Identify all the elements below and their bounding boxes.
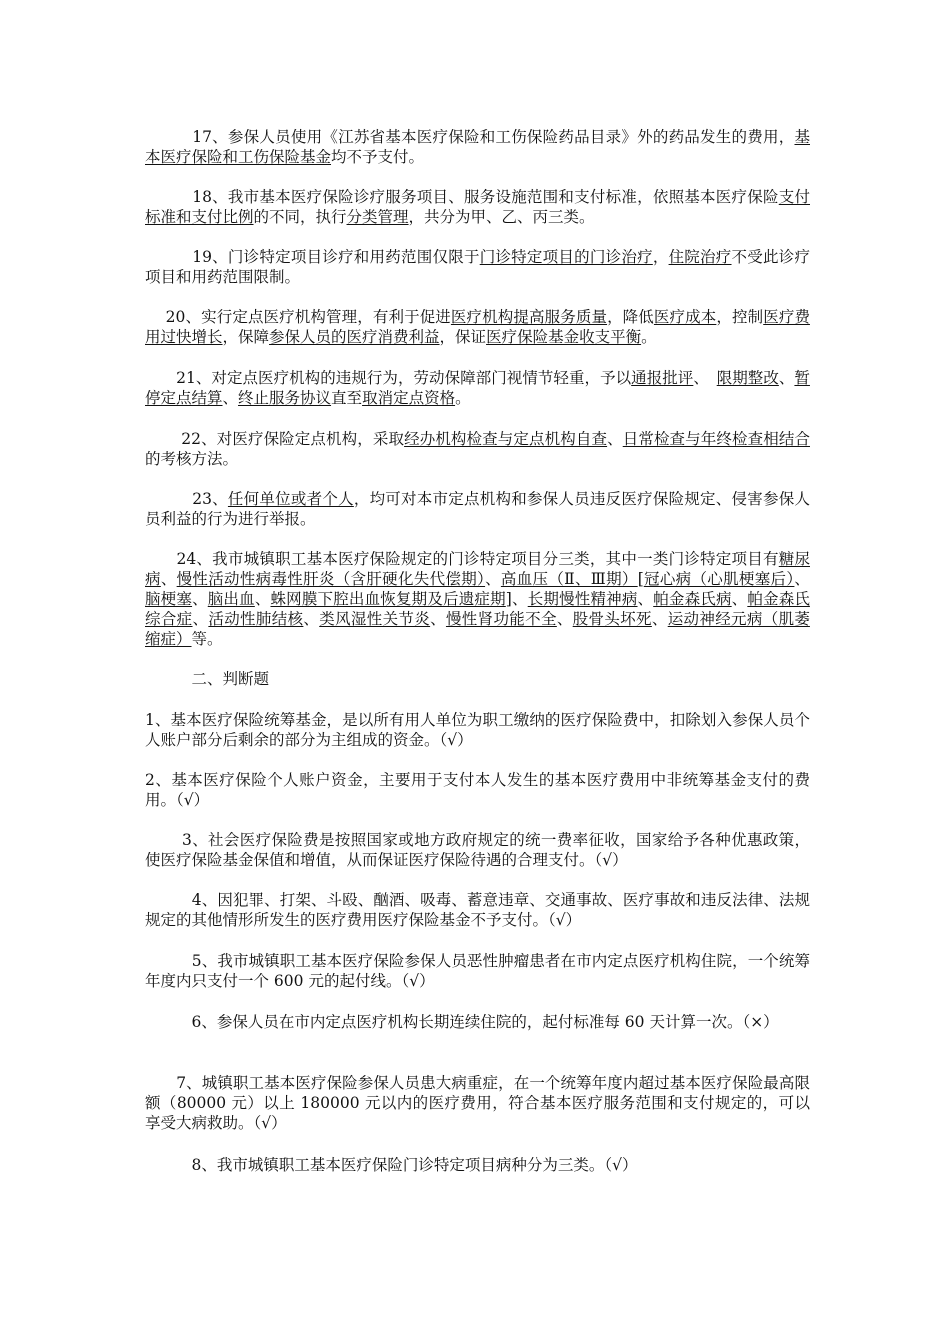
question-text: 19、门诊特定项目诊疗和用药范围仅限于 bbox=[145, 248, 480, 266]
answer-blank: 股骨头坏死 bbox=[572, 610, 652, 628]
tf-item-6: 6、参保人员在市内定点医疗机构长期连续住院的，起付标准每 60 天计算一次。（×） bbox=[145, 1013, 779, 1031]
question-17 bbox=[145, 127, 810, 167]
question-text: 、 bbox=[651, 610, 668, 628]
question-text: ， bbox=[652, 248, 669, 266]
answer-blank: 医疗成本 bbox=[653, 308, 717, 326]
question-text: ，均可对本市定点机构和参保人员违反医疗保险规定、侵害参保人员利益的行为进行举报。 bbox=[145, 490, 810, 528]
question-text: 、 bbox=[192, 610, 209, 628]
answer-blank: 活动性肺结核 bbox=[208, 610, 304, 628]
answer-blank: 高血压（Ⅱ、Ⅲ期） bbox=[500, 570, 638, 588]
question-text: 20、实行定点医疗机构管理，有利于促进 bbox=[145, 308, 451, 326]
question-text: 、 bbox=[693, 369, 717, 387]
answer-blank: 脑梗塞 bbox=[145, 590, 193, 608]
question-23 bbox=[145, 489, 810, 529]
question-text: 、 bbox=[192, 590, 208, 608]
tf-item-2: 2、基本医疗保险个人账户资金，主要用于支付本人发生的基本医疗费用中非统筹基金支付的费用。（√） bbox=[145, 771, 810, 809]
question-text: 、 bbox=[430, 610, 446, 628]
answer-blank: 参保人员的医疗消费利益 bbox=[269, 328, 440, 346]
question-text: ，降低 bbox=[607, 308, 654, 326]
answer-blank: 冠心病（心肌梗塞后） bbox=[643, 570, 795, 588]
question-text: 、 bbox=[778, 369, 795, 387]
question-text: 、 bbox=[222, 389, 239, 407]
question-text: 23、 bbox=[145, 490, 228, 508]
answer-blank: 日常检查与年终检查相结合 bbox=[622, 430, 810, 448]
answer-blank: 运动神经元病（肌萎缩症） bbox=[145, 610, 810, 648]
answer-blank: 帕金森氏病 bbox=[653, 590, 732, 608]
tf-item-4: 4、因犯罪、打架、斗殴、酗酒、吸毒、蓄意违章、交通事故、医疗事故和违反法律、法规规定的其他情形所发生的医疗费用医疗保险基金不予支付。（√） bbox=[145, 891, 810, 929]
question-text: 22、对医疗保险定点机构，采取 bbox=[145, 430, 405, 448]
answer-blank: 医疗保险基金收支平衡 bbox=[486, 328, 642, 346]
answer-blank: 基本医疗保险和工伤保险基金 bbox=[145, 128, 810, 166]
answer-blank: 医疗机构提高服务质量 bbox=[450, 308, 608, 326]
answer-blank: 终止服务协议 bbox=[238, 389, 332, 407]
question-text: [ bbox=[637, 570, 644, 588]
question-22 bbox=[145, 429, 810, 469]
answer-blank: 住院治疗 bbox=[668, 248, 732, 266]
answer-blank: 蛛网膜下腔出血恢复期及后遗症期 bbox=[270, 590, 506, 608]
question-text: 的不同，执行 bbox=[253, 208, 347, 226]
section-heading-true-false: 二、判断题 bbox=[145, 670, 270, 688]
answer-blank: 类风湿性关节炎 bbox=[319, 610, 431, 628]
question-18 bbox=[145, 187, 810, 227]
question-text: 。 bbox=[641, 328, 657, 346]
answer-blank: 暂停定点结算 bbox=[145, 369, 810, 407]
answer-blank: 门诊特定项目的门诊治疗 bbox=[479, 248, 653, 266]
question-text: 24、我市城镇职工基本医疗保险规定的门诊特定项目分三类，其中一类门诊特定项目有 bbox=[145, 550, 779, 568]
answer-blank: 限期整改 bbox=[716, 369, 779, 387]
question-text: ，共分为甲、乙、丙三类。 bbox=[408, 208, 595, 226]
question-text: 的考核方法。 bbox=[145, 450, 239, 468]
answer-blank: 医疗费用过快增长 bbox=[145, 308, 810, 346]
question-text: 、 bbox=[160, 570, 177, 588]
question-text: ，保障 bbox=[222, 328, 270, 346]
question-21 bbox=[145, 368, 810, 408]
answer-blank: 慢性活动性病毒性肝炎（含肝硬化失代偿期） bbox=[176, 570, 486, 588]
tf-item-7: 7、城镇职工基本医疗保险参保人员患大病重症，在一个统筹年度内超过基本医疗保险最高限额（80000 元）以上 180000 元以内的医疗费用，符合基本医疗服务范围和支付规定的，可以享受大病救助。（√） bbox=[145, 1074, 810, 1132]
question-text: 均不予支付。 bbox=[331, 148, 425, 166]
answer-blank: 支付标准和支付比例 bbox=[145, 188, 810, 226]
question-text: 、 bbox=[794, 570, 810, 588]
question-text: 17、参保人员使用《江苏省基本医疗保险和工伤保险药品目录》外的药品发生的费用， bbox=[145, 128, 795, 146]
question-20 bbox=[145, 307, 810, 347]
question-text: 、 bbox=[303, 610, 320, 628]
question-text: 。 bbox=[455, 389, 471, 407]
answer-blank: 取消定点资格 bbox=[362, 389, 456, 407]
answer-blank: 经办机构检查与定点机构自查 bbox=[404, 430, 608, 448]
answer-blank: 帕金森氏综合症 bbox=[145, 590, 810, 628]
question-text: 等。 bbox=[191, 630, 223, 648]
answer-blank: 分类管理 bbox=[346, 208, 409, 226]
question-text: 、 bbox=[254, 590, 271, 608]
question-text: 直至 bbox=[331, 389, 363, 407]
question-text: ，保证 bbox=[439, 328, 487, 346]
answer-blank: 糖尿病 bbox=[145, 550, 810, 588]
question-24 bbox=[145, 549, 810, 649]
question-text: 、 bbox=[485, 570, 501, 588]
question-text: 不受此诊疗项目和用药范围限制。 bbox=[145, 248, 810, 286]
tf-item-5: 5、我市城镇职工基本医疗保险参保人员恶性肿瘤患者在市内定点医疗机构住院，一个统筹年度内只支付一个 600 元的起付线。（√） bbox=[145, 952, 810, 990]
question-text: 、 bbox=[556, 610, 573, 628]
answer-blank: 通报批评 bbox=[631, 369, 694, 387]
tf-item-8: 8、我市城镇职工基本医疗保险门诊特定项目病种分为三类。（√） bbox=[145, 1156, 638, 1174]
question-text: 、 bbox=[731, 590, 748, 608]
answer-blank: 慢性肾功能不全 bbox=[445, 610, 557, 628]
question-text: ]、 bbox=[505, 590, 528, 608]
question-text: 18、我市基本医疗保险诊疗服务项目、服务设施范围和支付标准，依照基本医疗保险 bbox=[145, 188, 779, 206]
answer-blank: 长期慢性精神病 bbox=[527, 590, 638, 608]
question-19 bbox=[145, 247, 810, 287]
question-text: 、 bbox=[637, 590, 654, 608]
question-text: ，控制 bbox=[716, 308, 764, 326]
answer-blank: 脑出血 bbox=[207, 590, 255, 608]
tf-item-3: 3、社会医疗保险费是按照国家或地方政府规定的统一费率征收，国家给予各种优惠政策，使医疗保险基金保值和增值，从而保证医疗保险待遇的合理支付。（√） bbox=[145, 831, 810, 869]
tf-item-1: 1、基本医疗保险统筹基金，是以所有用人单位为职工缴纳的医疗保险费中，扣除划入参保人员个人账户部分后剩余的部分为主组成的资金。（√） bbox=[145, 711, 810, 749]
question-text: 、 bbox=[607, 430, 623, 448]
question-text: 21、对定点医疗机构的违规行为，劳动保障部门视情节轻重，予以 bbox=[145, 369, 632, 387]
answer-blank: 任何单位或者个人 bbox=[227, 490, 354, 508]
